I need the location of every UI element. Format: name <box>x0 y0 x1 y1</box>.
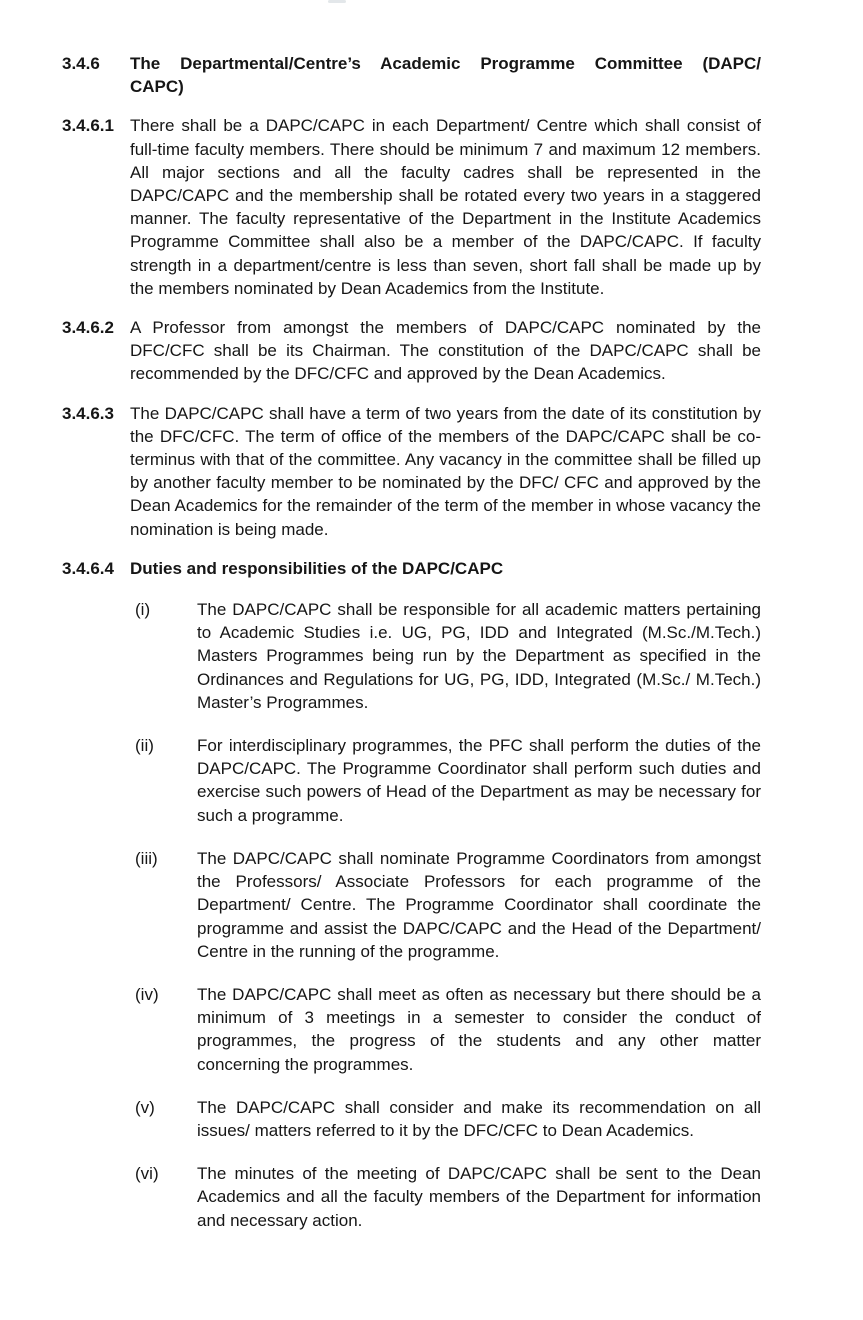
subsection-heading <box>62 557 761 580</box>
list-item-text: The DAPC/CAPC shall meet as often as necessary but there should be a minimum of 3 meetings in a semester to consider the conduct of programmes, the progress of the students and any other matter concerning the programmes. <box>197 984 761 1074</box>
section-paragraph <box>62 402 761 541</box>
section-text: The DAPC/CAPC shall have a term of two years from the date of its constitution by the DFC/CFC. The term of office of the members of the DAPC/CAPC shall be co-terminus with that of the committee. Any vacancy in the committee shall be filled up by another faculty member to be nominated by the DFC/ CFC and approved by the Dean Academics for the remainder of the term of the member in whose vacancy the nomination is being made. <box>130 403 761 539</box>
list-item-text: The DAPC/CAPC shall consider and make its recommendation on all issues/ matters referred to it by the DFC/CFC to Dean Academics. <box>197 1097 761 1140</box>
list-item <box>135 1162 761 1232</box>
section-paragraph <box>62 114 761 300</box>
section-number: 3.4.6.1 <box>62 116 114 136</box>
section-heading-number: 3.4.6 <box>62 54 100 73</box>
section-heading-line2: CAPC) <box>130 77 184 97</box>
subsection-heading-text: Duties and responsibilities of the DAPC/CAPC <box>130 558 504 578</box>
list-item <box>135 598 761 714</box>
section-heading-text <box>130 52 761 98</box>
list-item-text: The DAPC/CAPC shall nominate Programme Coordinators from amongst the Professors/ Associate Professors for each programme of the Department/ Centre. The Programme Coordinator shall coordinate the programme and assist the DAPC/CAPC and the Head of the Department/ Centre in the running of the programme. <box>197 848 761 961</box>
list-item-marker: (iv) <box>135 984 159 1004</box>
section-number: 3.4.6.2 <box>62 318 114 338</box>
list-item <box>135 734 761 827</box>
scan-artifact <box>328 0 346 3</box>
section-heading <box>62 52 761 98</box>
list-item-text: The minutes of the meeting of DAPC/CAPC shall be sent to the Dean Academics and all the faculty members of the Department for information and necessary action. <box>197 1164 761 1230</box>
subsection-heading-number: 3.4.6.4 <box>62 558 114 578</box>
list-item <box>135 847 761 963</box>
list-item-text: For interdisciplinary programmes, the PFC shall perform the duties of the DAPC/CAPC. The Programme Coordinator shall perform such duties and exercise such powers of Head of the Department as may be necessary for such a programme. <box>197 736 761 825</box>
duties-list <box>62 598 761 1232</box>
list-item-marker: (vi) <box>135 1164 159 1184</box>
list-item-marker: (i) <box>135 600 151 620</box>
section-number: 3.4.6.3 <box>62 403 114 423</box>
section-text: A Professor from amongst the members of DAPC/CAPC nominated by the DFC/CFC shall be its Chairman. The constitution of the DAPC/CAPC shall be recommended by the DFC/CFC and approved by the Dean Academics. <box>130 318 761 384</box>
section-text: There shall be a DAPC/CAPC in each Department/ Centre which shall consist of full-time faculty members. There should be minimum 7 and maximum 12 members. All major sections and all the faculty cadres shall be represented in the DAPC/CAPC and the membership shall be rotated every two years in a staggered manner. The faculty representative of the Department in the Institute Academics Programme Committee shall also be a member of the DAPC/CAPC. If faculty strength in a department/centre is less than seven, short fall shall be made up by the members nominated by Dean Academics from the Institute. <box>130 116 761 298</box>
list-item <box>135 983 761 1076</box>
list-item-marker: (v) <box>135 1097 155 1117</box>
list-item-marker: (ii) <box>135 736 154 756</box>
list-item-marker: (iii) <box>135 848 158 868</box>
list-item <box>135 1096 761 1142</box>
section-heading-line1: The Departmental/Centre’s Academic Programme Committee (DAPC/ <box>130 54 761 73</box>
section-paragraph <box>62 316 761 386</box>
list-item-text: The DAPC/CAPC shall be responsible for all academic matters pertaining to Academic Studies i.e. UG, PG, IDD and Integrated (M.Sc./M.Tech.) Masters Programmes being run by the Department as specified in the Ordinances and Regulations for UG, PG, IDD, Integrated (M.Sc./ M.Tech.) Master’s Programmes. <box>197 600 761 712</box>
